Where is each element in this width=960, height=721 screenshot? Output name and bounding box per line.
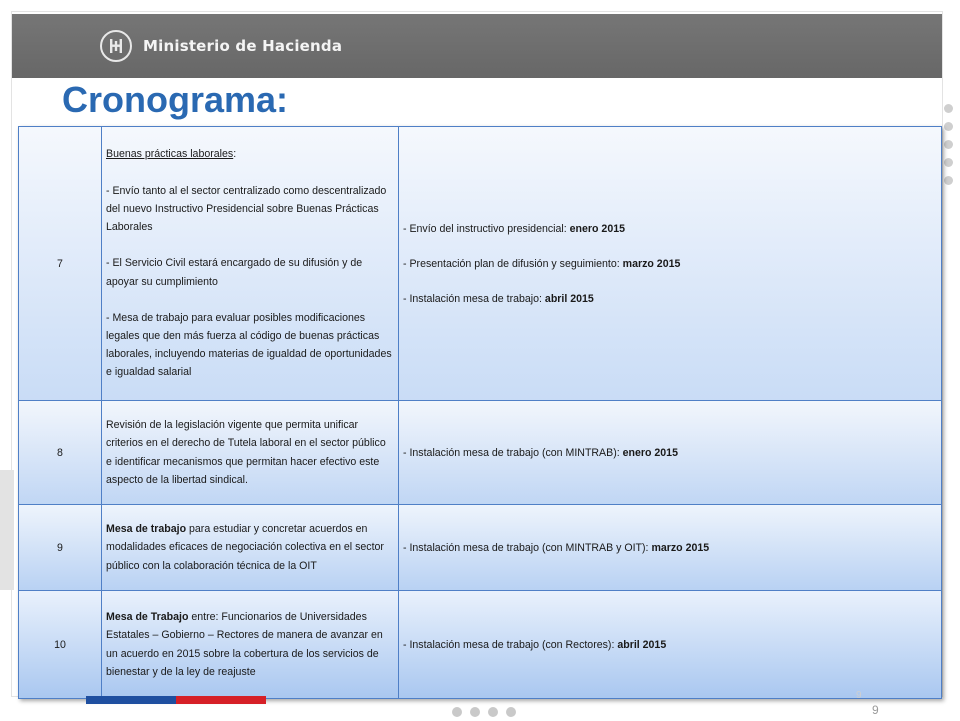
row-description [102,127,399,401]
date-item: - Instalación mesa de trabajo (con MINTRAB): enero 2015 [403,446,678,459]
page-number: 9 [872,703,879,717]
flag-stripe [86,696,266,704]
row-dates [399,591,942,699]
row-dates [399,505,942,591]
left-decoration [0,470,14,590]
dot-icon [944,158,953,167]
row-number: 8 [19,401,102,505]
description-paragraph: - Envío tanto al el sector centralizado como descentralizado del nuevo Instructivo Presidencial sobre Buenas Prácticas Laborales [106,184,387,234]
flag-stripe-red [176,696,266,704]
dot-icon [488,707,498,717]
row-description [102,401,399,505]
description-paragraph: Mesa de trabajo para estudiar y concretar acuerdos en modalidades eficaces de negociación colectiva en el sector público con la colaboración técnica de la OIT [106,523,384,572]
table-row [19,505,942,591]
description-paragraph: Mesa de Trabajo entre: Funcionarios de Universidades Estatales – Gobierno – Rectores de manera de avanzar en un acuerdo en 2015 sobre la cobertura de los servicios de bienestar y de la ley de reajuste [106,611,383,678]
dot-icon [470,707,480,717]
date-item: - Instalación mesa de trabajo: abril 2015 [403,292,594,305]
date-item: - Instalación mesa de trabajo (con MINTRAB y OIT): marzo 2015 [403,541,710,554]
flag-stripe-blue [86,696,176,704]
row-number: 10 [19,591,102,699]
table-row [19,401,942,505]
description-paragraph: Revisión de la legislación vigente que permita unificar criterios en el derecho de Tutela laboral en el sector público e identificar mecanismos que permitan hacer efectivo este aspecto de la libertad sindical. [106,419,386,486]
date-item: - Envío del instructivo presidencial: enero 2015 [403,222,625,235]
decorative-dots-right [944,104,956,194]
decorative-dots-bottom [452,702,524,721]
row-number: 7 [19,127,102,401]
description-heading: Buenas prácticas laborales [106,148,234,161]
table-row [19,591,942,699]
dot-icon [452,707,462,717]
page-number-faint: 9 [856,690,862,701]
description-heading-suffix: : [233,148,237,161]
date-item: - Instalación mesa de trabajo (con Rectores): abril 2015 [403,638,667,651]
dot-icon [944,176,953,185]
dot-icon [506,707,516,717]
ministry-logo-icon [100,30,132,62]
dot-icon [944,122,953,131]
ministry-logo-text: Ministerio de Hacienda [143,37,343,55]
table-row [19,127,942,401]
row-dates [399,401,942,505]
row-dates [399,127,942,401]
description-paragraph: - Mesa de trabajo para evaluar posibles modificaciones legales que den más fuerza al código de buenas prácticas laborales, incluyendo materias de igualdad de oportunidades e igualdad salarial [106,311,392,379]
page-title: Cronograma: [62,79,289,120]
dot-icon [944,140,953,149]
schedule-table [18,126,942,699]
row-description [102,591,399,699]
row-number: 9 [19,505,102,591]
row-description [102,505,399,591]
date-item: - Presentación plan de difusión y seguimiento: marzo 2015 [403,257,681,270]
description-paragraph: - El Servicio Civil estará encargado de su difusión y de apoyar su cumplimiento [106,257,363,288]
dot-icon [944,104,953,113]
header-bar [12,14,942,78]
